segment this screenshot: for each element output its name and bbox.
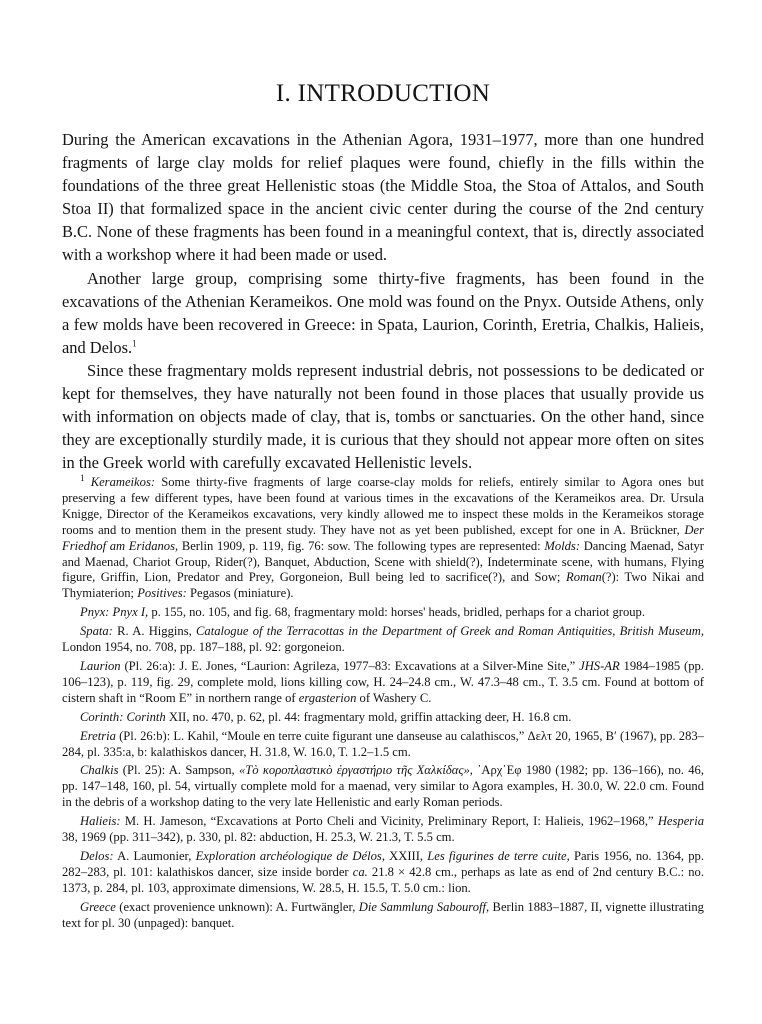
kerameikos-text-2: Berlin 1909, p. 119, fig. 76: sow. The following types are represented: <box>181 538 541 553</box>
delos-book-2: Les figurines de terre cuite, <box>427 848 570 863</box>
main-text <box>62 128 704 474</box>
molds-text: Dancing Maenad, Satyr and Maenad, Chariot Group, Rider(?), Banquet, Abduction, Scene with shield(?), Indeterminate scene, with humans, Flying figure, Griffin, Lion, Predator and Prey, Gorgoneion, Bull being led to sacrifice(?), and Sow; <box>62 538 704 585</box>
spata-text-2: London 1954, no. 708, pp. 187–188, pl. 92: gorgoneion. <box>62 640 345 655</box>
laurion-text-3: of Washery C. <box>359 690 432 705</box>
kerameikos-label: Kerameikos: <box>90 475 156 489</box>
delos-text: A. Laumonier, <box>117 848 192 863</box>
molds-label: Molds: <box>544 538 581 553</box>
chalkis-greek-title: «Τὸ κοροπλαστικὸ ἐργαστήριο τῆς Χαλκίδας», <box>238 763 473 778</box>
delos-book: Exploration archéologique de Délos, <box>195 848 385 863</box>
spata-book: Catalogue of the Terracottas in the Department of Greek and Roman Antiquities, British Museum, <box>196 624 704 639</box>
laurion-term: ergasterion <box>298 690 357 705</box>
positives-text: Pegasos (miniature). <box>190 586 294 601</box>
footnote-kerameikos <box>62 472 704 602</box>
pnyx-label: Pnyx: Pnyx I, <box>80 605 149 620</box>
delos-ca: ca. <box>352 864 368 879</box>
chalkis-text-2: ᾿Αρχ᾿Εφ 1980 (1982; pp. 136–166), no. 46, pp. 147–148, 160, pl. 54, virtually complete mold for a maenad, very similar to Agora examples, H. 30.0, W. 22.0 cm. Found in the debris of a workshop dating to the very late Hellenistic and early Roman periods. <box>62 763 704 810</box>
footnote-corinth <box>62 710 704 726</box>
chapter-title: I. INTRODUCTION <box>275 80 491 107</box>
greece-text-2: Berlin 1883–1887, II, vignette illustrating text for pl. 30 (unpaged): banquet. <box>62 899 704 930</box>
footnote-halieis <box>62 814 704 846</box>
footnote-spata <box>62 624 704 656</box>
greece-label: Greece <box>80 899 116 914</box>
footnote-greece <box>62 900 704 932</box>
kerameikos-text: Some thirty-five fragments of large coarse-clay molds for reliefs, entirely similar to Agora ones but preserving a few different types, have been found at various times in the excavations of the Kerameikos area. Dr. Ursula Knigge, Director of the Kerameikos excavations, very kindly allowed me to inspect these molds in the Kerameikos storage rooms and to mention them in the present study. They have not as yet been published, except for one in A. Brückner, <box>62 475 704 537</box>
laurion-label: Laurion <box>80 658 121 673</box>
laurion-text: (Pl. 26:a): J. E. Jones, “Laurion: Agrileza, 1977–83: Excavations at a Silver-Mine Site,” <box>124 658 576 673</box>
roman-label: Roman <box>566 570 602 585</box>
eretria-text: (Pl. 26:b): L. Kahil, “Moule en terre cuite figurant une danseuse au calathiscos,” Δελτ 20, 1965, B′ (1967), pp. 283–284, pl. 335:a, b: kalathiskos dancer, H. 31.8, W. 16.0, T. 1.2–1.5 cm. <box>62 728 704 759</box>
greece-book: Die Sammlung Sabouroff, <box>358 899 490 914</box>
footnote-pnyx <box>62 605 704 621</box>
spata-text: R. A. Higgins, <box>117 624 192 639</box>
corinth-text: XII, no. 470, p. 62, pl. 44: fragmentary mold, griffin attacking deer, H. 16.8 cm. <box>168 709 572 724</box>
footnote-chalkis <box>62 763 704 811</box>
chalkis-label: Chalkis <box>80 763 119 778</box>
footnotes <box>62 472 705 931</box>
roman-text: (?): Two Nikai and Thymiaterion; <box>62 570 704 601</box>
footnote-number: 1 <box>80 472 85 483</box>
kerameikos-book: Der Friedhof am Eridanos, <box>62 522 704 553</box>
delos-text-4: 21.8 × 42.8 cm., perhaps as late as end of 2nd century B.C.: no. 1373, p. 284, pl. 103, approximate dimensions, W. 28.5, H. 15.5, T. 5.0 cm.: lion. <box>62 864 705 895</box>
chalkis-text: (Pl. 25): A. Sampson, <box>122 763 235 778</box>
footnote-delos <box>62 849 704 897</box>
paragraph-3: Since these fragmentary molds represent industrial debris, not possessions to be dedicated or kept for themselves, they have naturally not been found in those places that usually provide us with information on objects made of clay, that is, tombs or sanctuaries. On the other hand, since they are exceptionally sturdily made, it is curious that they should not appear more often on sites in the Greek world with carefully excavated Hellenistic levels. <box>62 360 704 473</box>
paragraph-2-text: Another large group, comprising some thirty-five fragments, has been found in the excavations of the Athenian Kerameikos. One mold was found on the Pnyx. Outside Athens, only a few molds have been recovered in Greece: in Spata, Laurion, Corinth, Eretria, Chalkis, Halieis, and Delos. <box>62 268 704 357</box>
eretria-label: Eretria <box>80 728 116 743</box>
delos-label: Delos: <box>80 848 114 863</box>
paragraph-2 <box>62 267 704 359</box>
spata-label: Spata: <box>80 624 113 639</box>
corinth-label: Corinth: Corinth <box>80 709 166 724</box>
delos-text-2: XXIII, <box>389 848 424 863</box>
footnote-ref-1[interactable]: 1 <box>132 338 137 349</box>
greece-text: (exact provenience unknown): A. Furtwängler, <box>119 899 356 914</box>
halieis-text-2: 38, 1969 (pp. 311–342), p. 330, pl. 82: abduction, H. 25.3, W. 21.3, T. 5.5 cm. <box>62 830 455 845</box>
laurion-text-2: 1984–1985 (pp. 106–123), p. 119, fig. 29, complete mold, lions killing cow, H. 24–24.8 cm., W. 47.3–48 cm., T. 3.5 cm. Found at bottom of cistern shaft in “Room E” in northern range of <box>62 658 704 705</box>
pnyx-text: p. 155, no. 105, and fig. 68, fragmentary mold: horses' heads, bridled, perhaps for a chariot group. <box>151 605 645 620</box>
halieis-journal: Hesperia <box>657 814 704 829</box>
paragraph-1: During the American excavations in the Athenian Agora, 1931–1977, more than one hundred fragments of large clay molds for relief plaques were found, chiefly in the fills within the foundations of the three great Hellenistic stoas (the Middle Stoa, the Stoa of Attalos, and South Stoa II) that formalized space in the ancient civic center during the course of the 2nd century B.C. None of these fragments has been found in a meaningful context, that is, directly associated with a workshop where it had been made or used. <box>62 130 704 265</box>
halieis-label: Halieis: <box>80 814 121 829</box>
delos-text-3: Paris 1956, no. 1364, pp. 282–283, pl. 101: kalathiskos dancer, size inside border <box>62 848 705 879</box>
footnote-laurion <box>62 659 704 707</box>
positives-label: Positives: <box>137 586 187 601</box>
halieis-text: M. H. Jameson, “Excavations at Porto Cheli and Vicinity, Preliminary Report, I: Halieis, 1962–1968,” <box>124 814 654 829</box>
laurion-journal: JHS-AR <box>579 658 620 673</box>
footnote-eretria <box>62 729 704 761</box>
